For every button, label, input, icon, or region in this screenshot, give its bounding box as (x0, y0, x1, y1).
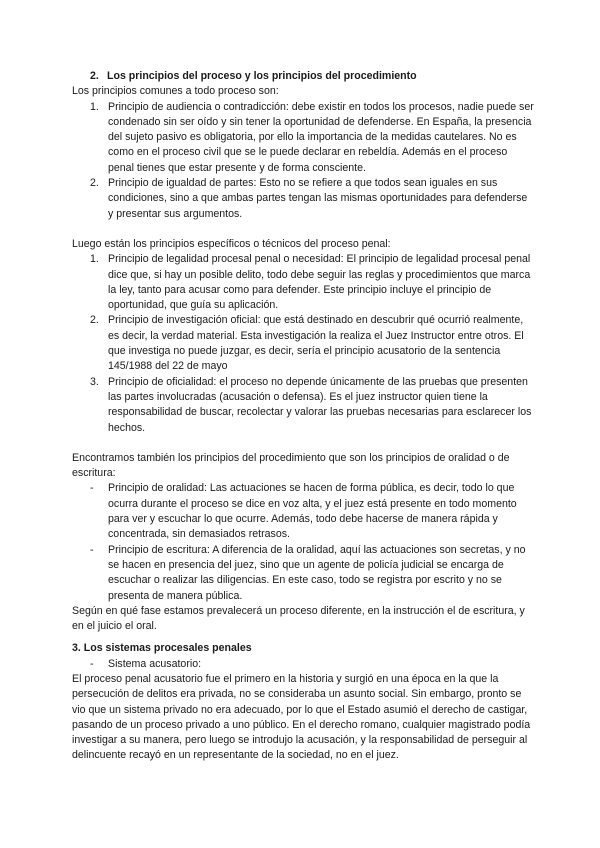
accusatory-system-paragraph: El proceso penal acusatorio fue el primero en la historia y surgió en una época en la que la persecución de delitos era privada, no se consideraba un asunto social. Sin embargo, pronto se vio que un sistema privado no era adecuado, por lo que el Estado asumió el derecho de castigar, pasando de un proceso privado a uno público. En el derecho romano, cualquier magistrado podía investigar a su manera, pero luego se introdujo la acusación, y la responsabilidad de perseguir al delincuente recayó en un representante de la sociedad, no en el juez. (72, 672, 531, 762)
list-item (72, 313, 534, 374)
section-2-heading (72, 69, 534, 84)
list-item-text: Principio de investigación oficial: que está destinado en descubrir qué ocurrió realmente, es decir, la verdad material. Esta investigación la realiza el Juez Instructor entre otros. El que investiga no puede juzgar, es decir, sería el principio acusatorio de la sentencia 145/1988 del 22 de mayo (108, 314, 524, 373)
procedure-principles-intro: Encontramos también los principios del procedimiento que son los principios de oralidad o de escritura: (72, 451, 510, 480)
list-marker: - (90, 543, 94, 556)
list-item-text: Sistema acusatorio: (108, 657, 202, 670)
list-item-text: Principio de legalidad procesal penal o necesidad: El principio de legalidad procesal penal dice que, si hay un posible delito, todo debe seguir las reglas y procedimientos que marca la ley, tanto para acusar como para defender. Este principio incluye el principio de oportunidad, que guía su aplicación. (108, 253, 531, 312)
list-item-text: Principio de oficialidad: el proceso no depende únicamente de las pruebas que presenten las partes involucradas (acusación o defensa). Es el juez instructor quien tiene la responsabilidad de buscar, recolectar y valorar las pruebas necesarias para esclarecer los hechos. (108, 375, 532, 434)
list-item (72, 176, 534, 222)
procedure-principles-list (72, 481, 534, 603)
list-marker: 1. (90, 100, 99, 113)
specific-principles-intro: Luego están los principios específicos o técnicos del proceso penal: (72, 237, 391, 250)
common-principles-list (72, 100, 534, 222)
specific-principles-list (72, 252, 534, 436)
list-item (72, 252, 534, 313)
common-principles-intro: Los principios comunes a todo proceso son: (72, 85, 279, 98)
systems-list (72, 657, 534, 672)
section-2-closing: Según en qué fase estamos prevalecerá un proceso diferente, en la instrucción el de escritura, y en el juicio el oral. (72, 604, 525, 633)
list-marker: 3. (90, 375, 99, 388)
list-item-text: Principio de oralidad: Las actuaciones se hacen de forma pública, es decir, todo lo que ocurra durante el proceso se dice en voz alta, y el juez está presente en todo momento para ver y escuchar lo que ocurre. Además, todo debe hacerse de manera rápida y concentrada, sin demasiados retrasos. (108, 482, 517, 541)
list-item (72, 100, 534, 176)
list-item-text: Principio de audiencia o contradicción: debe existir en todos los procesos, nadie puede ser condenado sin ser oído y sin tener la oportunidad de defenderse. En España, la presencia del sujeto pasivo es obligatoria, por ello la importancia de la medidas cautelares. No es como en el proceso civil que se le puede declarar en rebeldía. Además en el proceso penal tienes que estar presente y de forma consciente. (108, 100, 534, 174)
list-marker: - (90, 482, 94, 495)
section-2-number: 2. (90, 70, 99, 82)
list-marker: - (90, 657, 94, 670)
list-item (72, 481, 534, 542)
list-item (72, 543, 534, 604)
section-3-heading: 3. Los sistemas procesales penales (72, 642, 252, 655)
list-item-text: Principio de escritura: A diferencia de la oralidad, aquí las actuaciones son secretas, y no se hacen en presencia del juez, sino que un agente de policía judicial se encarga de escuchar o realizar las diligencias. En este caso, todo se registra por escrito y no se presenta de manera pública. (108, 543, 526, 602)
document-body (72, 69, 534, 764)
list-marker: 2. (90, 177, 99, 190)
list-item (72, 657, 534, 672)
list-marker: 2. (90, 314, 99, 327)
list-item (72, 375, 534, 436)
list-marker: 1. (90, 253, 99, 266)
list-item-text: Principio de igualdad de partes: Esto no se refiere a que todos sean iguales en sus condiciones, sino a que ambas partes tengan las mismas oportunidades para defenderse y presentar sus argumentos. (108, 177, 528, 220)
section-2-title: Los principios del proceso y los principios del procedimiento (107, 70, 417, 82)
